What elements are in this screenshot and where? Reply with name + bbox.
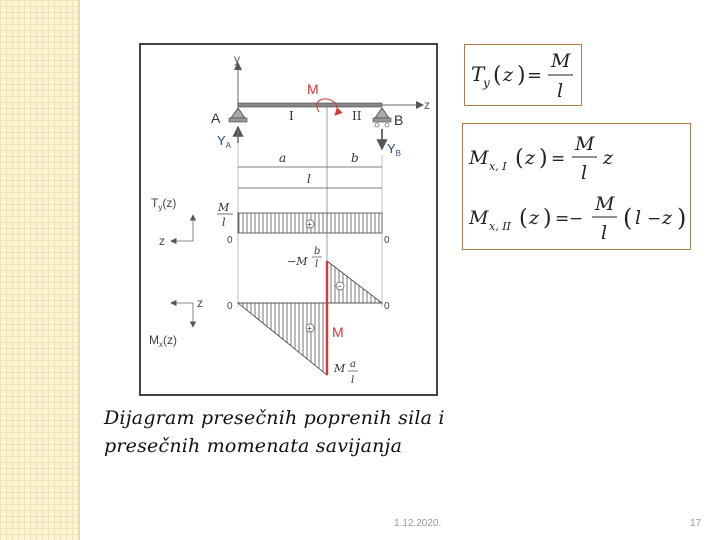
svg-text:M: M bbox=[469, 207, 489, 229]
support-a-label: A bbox=[211, 110, 221, 126]
moment-plus-label: + bbox=[307, 324, 312, 333]
svg-text:l: l bbox=[581, 162, 588, 184]
reaction-b-label: $Y_B$ bbox=[387, 141, 402, 158]
moment-zero-right: 0 bbox=[384, 301, 390, 312]
figure-caption bbox=[104, 404, 445, 460]
svg-text:(: ( bbox=[519, 206, 528, 231]
svg-text:M: M bbox=[551, 50, 571, 72]
dim-a-label: a bbox=[279, 151, 287, 165]
formula-moments bbox=[463, 124, 690, 249]
svg-text:z: z bbox=[662, 207, 673, 229]
footer-date: 1.12.2020. bbox=[394, 518, 442, 529]
svg-text:−: − bbox=[647, 209, 662, 229]
formula-shear bbox=[465, 45, 581, 105]
svg-text:l: l bbox=[557, 80, 564, 102]
svg-text:z: z bbox=[603, 147, 614, 169]
dim-l-label: l bbox=[307, 172, 311, 186]
z-axis-label: z bbox=[424, 98, 430, 112]
formula-box-moments bbox=[462, 123, 691, 250]
moment-label: M bbox=[307, 81, 319, 97]
svg-text:l: l bbox=[601, 222, 608, 244]
svg-text:z: z bbox=[529, 207, 540, 229]
support-a-icon bbox=[229, 108, 247, 122]
svg-text:M: M bbox=[575, 133, 595, 155]
moment-pos-num: a bbox=[350, 359, 356, 370]
support-b-icon bbox=[373, 108, 391, 127]
moment-neg-value: −M bbox=[287, 255, 308, 268]
svg-text:=: = bbox=[555, 209, 570, 229]
svg-text:z: z bbox=[525, 147, 536, 169]
svg-text:−: − bbox=[569, 209, 584, 229]
moment-jump-label: M bbox=[332, 324, 344, 340]
svg-text:): ) bbox=[517, 63, 526, 88]
svg-text:T: T bbox=[471, 62, 485, 86]
svg-text:(: ( bbox=[515, 146, 524, 171]
svg-text:): ) bbox=[677, 204, 687, 232]
shear-z-label: z bbox=[159, 234, 165, 248]
moment-neg-den: l bbox=[315, 259, 319, 270]
shear-zero-left: 0 bbox=[227, 235, 233, 246]
shear-zero-right: 0 bbox=[384, 235, 390, 246]
svg-text:=: = bbox=[551, 149, 566, 169]
moment-positive-area bbox=[238, 303, 327, 375]
svg-text:M: M bbox=[595, 193, 615, 215]
svg-text:): ) bbox=[543, 206, 552, 231]
svg-text:): ) bbox=[539, 146, 548, 171]
svg-text:=: = bbox=[527, 65, 543, 86]
caption-line-1: Dijagram presečnih poprenih sila i bbox=[104, 407, 445, 429]
shear-value-num: M bbox=[218, 201, 230, 214]
reaction-a-label: $Y_A$ bbox=[217, 133, 232, 150]
sidebar-edge bbox=[78, 0, 80, 540]
svg-text:M: M bbox=[469, 147, 489, 169]
svg-text:x, II: x, II bbox=[489, 220, 511, 233]
segment-2-label: II bbox=[352, 109, 362, 123]
y-axis-label: y bbox=[234, 52, 240, 66]
dim-b-label: b bbox=[351, 151, 359, 165]
moment-zero-left: 0 bbox=[227, 301, 233, 312]
moment-pos-den: l bbox=[351, 375, 355, 386]
caption-line-2: presečnih momenata savijanja bbox=[104, 435, 403, 457]
shear-axis-label: $T_y(z)$ bbox=[151, 196, 177, 212]
svg-text:x, I: x, I bbox=[489, 160, 507, 173]
svg-text:(: ( bbox=[623, 204, 633, 232]
moment-pos-value: M bbox=[334, 362, 346, 375]
moment-axis-label: $M_x(z)$ bbox=[149, 333, 177, 349]
svg-text:(: ( bbox=[493, 63, 502, 88]
decorative-sidebar bbox=[0, 0, 78, 540]
shear-plus-label: + bbox=[307, 220, 312, 229]
moment-z-label: z bbox=[197, 296, 203, 310]
beam-diagram-svg bbox=[141, 45, 436, 394]
segment-1-label: I bbox=[289, 109, 294, 123]
support-b-label: B bbox=[394, 112, 404, 128]
beam bbox=[238, 103, 382, 107]
moment-negative-area bbox=[327, 261, 382, 303]
shear-value-den: l bbox=[222, 216, 226, 229]
beam-diagram-figure bbox=[139, 43, 438, 396]
moment-neg-num: b bbox=[314, 246, 321, 257]
svg-text:y: y bbox=[483, 76, 490, 90]
moment-minus-label: − bbox=[337, 282, 342, 291]
page-number: 17 bbox=[690, 518, 702, 529]
svg-text:z: z bbox=[503, 64, 514, 86]
formula-box-shear bbox=[464, 44, 582, 106]
svg-text:l: l bbox=[635, 207, 642, 229]
